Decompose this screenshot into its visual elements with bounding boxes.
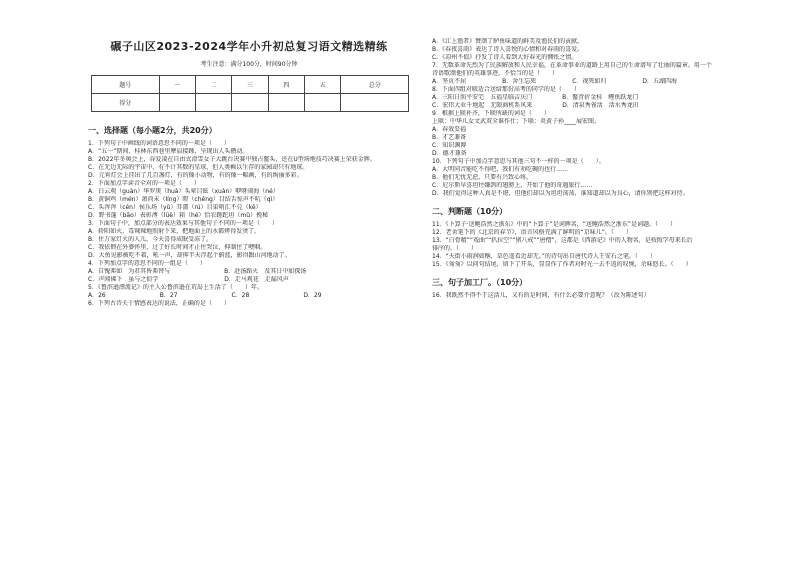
- section-judge-title: 二、判断题（10分）: [432, 207, 508, 216]
- score-table-header-row: [92, 76, 409, 94]
- question-line: 诗语歌颂他们的英雄事迹，不恰当的是（ ）: [432, 70, 559, 77]
- question-line: C．尼尔斯早喜坦往嫌鸽的翅膀上，开始了他的奇遇旅行……: [432, 182, 593, 189]
- question-line: C．我依偎在外婆怀里，过了好长时间才止住哭泣，抑制住了哽咽。: [88, 244, 267, 251]
- question-line: D．元宵灯会上挂出了几百盏灯，有的像小动物，有的像一幅画，有的绚丽多彩。: [88, 172, 303, 179]
- judge-questions: [432, 221, 762, 269]
- question-line: A．坚贞不屈 B．舍生忘死 C．视死如归 D．五湖四海: [432, 78, 678, 85]
- score-header-cell: 五: [305, 76, 341, 94]
- score-input-cell[interactable]: [195, 94, 231, 112]
- question-line: D．大鱼见影被吃不着，吼一声，却抑半天浮起个蔚蓝，影得跟山河地动了。: [88, 252, 291, 259]
- score-input-cell[interactable]: [341, 94, 409, 112]
- question-line: C．知识渊博: [432, 142, 467, 149]
- question-line: D．野书蓬（bāo）表彰溥（lüè）箱（hé）恰农蹉跎坦（mǔ）挽秘: [88, 212, 269, 219]
- section-sentence-title: 三、句子加工厂。（10分）: [432, 278, 528, 287]
- score-input-cell[interactable]: [159, 94, 195, 112]
- question-line: 3．下面句子中，加点部分的表达效果与其他句子不同的一项是（ ）: [88, 220, 278, 227]
- score-input-cell[interactable]: [232, 94, 268, 112]
- choice-questions: [88, 140, 410, 308]
- question-line: C．《凉州不值》抒发了诗人看到大好春光的惆怅之情。: [432, 54, 578, 61]
- exam-notice: 考生注意：满分100分，时间90分钟: [200, 61, 298, 68]
- question-line: 13．“白骨精”“戏曲”“扒拉空”“猪八戒”“唐僧”，这都是《西游记》中的人物名，是按照学母来长后: [432, 237, 693, 244]
- question-line: A．《江上渔者》赞颂了鲈鱼味道的鲜美及渔民们的贡献。: [432, 38, 584, 45]
- question-line: 2．下面加点字读音全对的一项是（ ）: [88, 180, 200, 187]
- score-row-label: 得分: [92, 94, 160, 112]
- score-table: [91, 75, 409, 112]
- score-header-cell: 题号: [92, 76, 160, 94]
- question-line: 16．我既然不得不干这活儿，又有的是时间，有什么必要介意呢？（改为陈述句）: [432, 292, 650, 299]
- question-line: A．自愧弗如 为君其皆弗替与 B．赴汤蹈火 及其日中如探汤: [88, 268, 307, 275]
- question-line: 1．下列句子中画线的词语意思不同的一项是（ ）: [88, 140, 230, 147]
- question-line: A．春效妥福: [432, 126, 467, 133]
- section-choice-title: 一、选择题（每小题2分，共20分）: [88, 126, 217, 135]
- question-line: 12．老舍笔下的《北京的春节》，语言风格充满了鲜明的“京味儿”。（ ）: [432, 229, 632, 236]
- right-column: [432, 38, 762, 300]
- score-header-cell: 二: [195, 76, 231, 94]
- score-input-cell[interactable]: [268, 94, 304, 112]
- left-column: [88, 40, 410, 308]
- question-line: C．声闻佛下 虽与之俱学 D．走马观花 走漏风声: [88, 276, 289, 283]
- question-line: 4．下列加点字的意思不同的一组是（ ）: [88, 260, 206, 267]
- question-line: 8．下面四组对联适合送给那份高考的同学的是（ ）: [432, 86, 580, 93]
- score-header-cell: 总分: [341, 76, 409, 94]
- question-line: A．“五一”期间，桂林东西巷里摩肩接踵，呈现出人头攒动。: [88, 148, 249, 155]
- question-line: A．大明同音能吃不得吧，我们有劝吃碗的也行……: [432, 166, 569, 173]
- score-table-score-row: [92, 94, 409, 112]
- question-line: 15．《匆匆》以问句结尾，留下了开头，显显作了作者对时光一去不返的叹惋，余味悠长。（ ）: [432, 261, 692, 268]
- question-line: A．26 B．27 C．28 D．29: [88, 292, 322, 299]
- question-line: B．《春夜喜雨》表达了诗人喜悦的心情和对春雨的喜爱。: [432, 46, 584, 53]
- question-line: C．在无边无际的宇宙中，有不计其数的星球，但人类赖以生存的家园却只有地球。: [88, 164, 309, 171]
- question-line: 5．《鲁滨逊漂流记》的主人公鲁滨逊在荒岛上生活了（ ）年。: [88, 284, 263, 291]
- question-line: 9．根据上联补齐，下联所缺的词是（ ）: [432, 110, 550, 117]
- question-line: B．他们无忧无虑，只要有兴致心疼。: [432, 174, 533, 181]
- question-line: A．白云观（guàn）华罗庚（huà）头晕目眩（xuàn）咿呀闹海（né）: [88, 188, 279, 195]
- question-line: A．三阳日照平安宅 五福星临吉庆门 B．鳌背折金桂 鲤鱼跃龙门: [432, 94, 639, 101]
- question-line: B．2022年冬奥会上，谷爱凌在自由式滑雪女子大跳台决赛中独占鳌头，还在U型场地技巧决赛上荣获金牌。: [88, 156, 376, 163]
- question-line: D．德才兼备: [432, 150, 467, 157]
- score-input-cell[interactable]: [305, 94, 341, 112]
- question-line: C．宏伟大业千地起 无限商机系风来 D．清泉秀雀活 活水秀龙田: [432, 102, 639, 109]
- right-questions: [432, 38, 762, 198]
- question-line: 6．下列古诗关于情感表达的说法，正确的是（ ）: [88, 300, 230, 307]
- question-line: 14．“天街小雨润如酥，草色遥看近却无。”的诗句出自唐代诗人王安石之笔。（ ）: [432, 253, 656, 260]
- question-line: 10．下列句子中加点字意思与其他三句不一样的一项是（ ）。: [432, 158, 605, 165]
- score-header-cell: 三: [232, 76, 268, 94]
- question-line: C．头涔涔（cén）侯乐场（yǔ）耳濡（rú）目染哨汇不兑（kě）: [88, 204, 262, 211]
- score-header-cell: 四: [268, 76, 304, 94]
- question-line: A．轿阳如火，毒辣辣地照射下来，把地面上的水都烤得发烫了。: [88, 228, 261, 235]
- score-header-cell: 一: [159, 76, 195, 94]
- question-line: B．才艺兼备: [432, 134, 467, 141]
- question-line: D．我们觉得这种人真是不堪，但他们却以为坦坦荡荡，谁知道却以为良心，请你别把这样对待。: [432, 190, 689, 197]
- question-line: 上联：中华儿女文武双全谁作仕；下联：炎黄子孙____展宏图。: [432, 118, 601, 125]
- question-line: B．住万家灯火的人儿，今天喜得成眠受冻了。: [88, 236, 213, 243]
- question-line: 7．无数革命先烈为了民族解放和人民幸福，在革命事业的道路上用自己的生命谱写了壮丽的篇章。用一个: [432, 62, 712, 69]
- sentence-questions: [432, 292, 762, 300]
- page-title: 碾子山区2023-2024学年小升初总复习语文精选精练: [110, 40, 388, 53]
- question-line: 11．《卜算子·送鲍浩然之浙东》中的“卜算子”是词牌名，“送鲍浩然之浙东”是词题。（ ）: [432, 221, 676, 228]
- question-line: B．黄铜鸡（mén）萧尚未（líng）瞪（chēng）目结舌惊声不吭（qì）: [88, 196, 279, 203]
- question-line: 排序的。（ ）: [432, 245, 478, 252]
